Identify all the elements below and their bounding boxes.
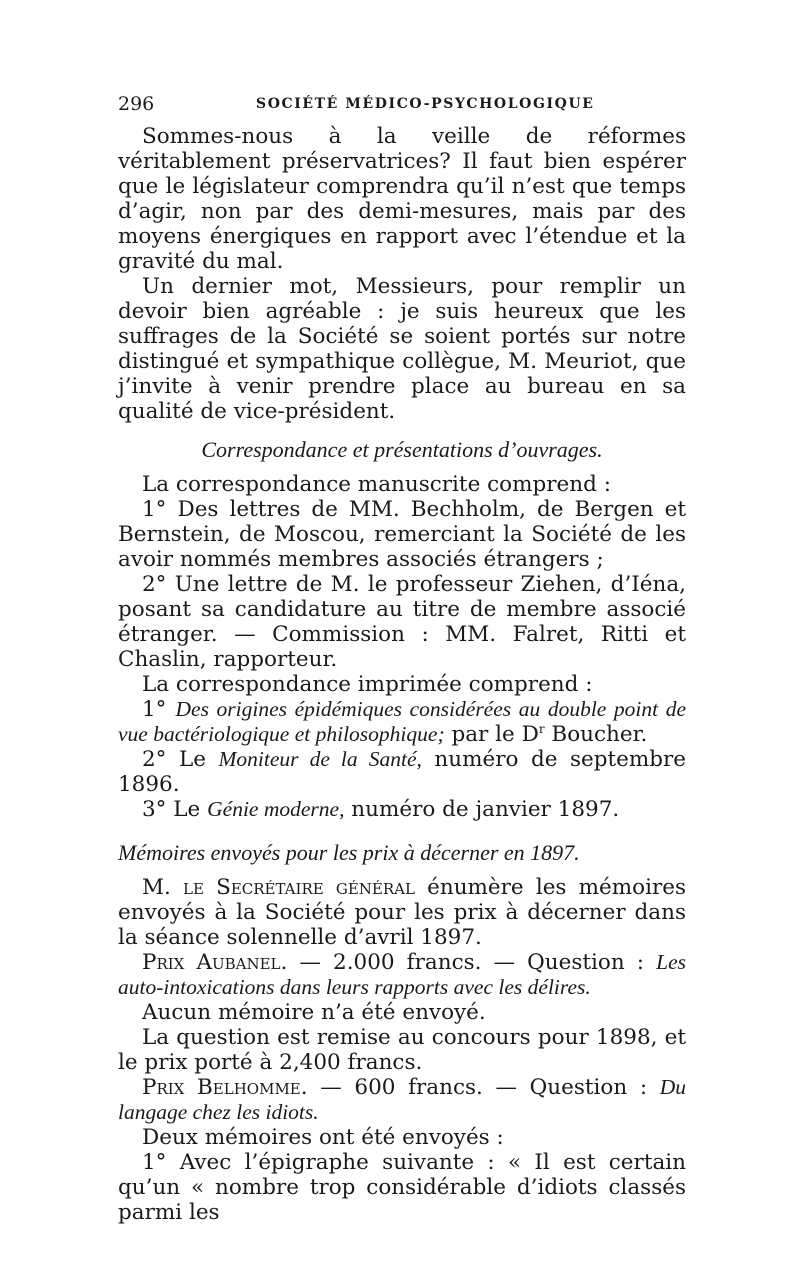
running-title: SOCIÉTÉ MÉDICO-PSYCHOLOGIQUE [256, 96, 595, 112]
running-header [118, 92, 686, 116]
prize-question: Les auto-intoxications dans leurs rapports avec les délires. [118, 950, 687, 999]
prix-belhomme-item-1 [118, 1150, 686, 1225]
item-number: 2° [142, 572, 167, 597]
item-text: Avec l’épigraphe suivante : « Il est certain qu’un « nombre trop considérable d’idiots classés parmi les [118, 1150, 686, 1225]
prix-aubanel-result: Aucun mémoire n’a été envoyé. [142, 1000, 486, 1025]
item-number: 1° [142, 697, 167, 722]
section-heading-correspondance: Correspondance et présentations d’ouvrages. [201, 437, 603, 462]
prix-belhomme [118, 1075, 686, 1125]
prize-label: Prix Belhomme. [142, 1075, 308, 1100]
intro-paragraph-2: Un dernier mot, Messieurs, pour remplir un devoir bien agréable : je suis heureux que les suffrages de la Société se soient portés sur notre distingué et sympathique collègue, M. Meuriot, que j’invite à venir prendre place au bureau en sa qualité de vice-président. [118, 274, 686, 424]
item-text: numéro de septembre 1896. [118, 747, 686, 797]
correspondance-imprimee: La correspondance imprimée comprend : [142, 672, 593, 697]
item-number: 1° [142, 497, 167, 522]
body-text [118, 124, 686, 1225]
memoires-intro [118, 875, 686, 950]
correspondance-item-1 [118, 497, 686, 572]
paragraph-text: énumère les mémoires envoyés à la Société pour les prix à décerner dans la séance solennelle d’avril 1897. [118, 875, 686, 950]
intro-paragraph-1: Sommes-nous à la veille de réformes véritablement préservatrices? Il faut bien espérer que le législateur comprendra qu’il n’est que temps d’agir, non par des demi-mesures, mais par des moyens énergiques en rapport avec l’étendue et la gravité du mal. [118, 124, 686, 274]
item-text: Des lettres de MM. Bechholm, de Bergen et Bernstein, de Moscou, remerciant la Société de les avoir nommés membres associés étrangers ; [118, 497, 686, 572]
item-text: Le [178, 747, 219, 772]
correspondance-manuscrite: La correspondance manuscrite comprend : [142, 472, 611, 497]
item-text: par le D [444, 722, 539, 747]
item-number: 1° [142, 1150, 167, 1175]
prize-question: Du langage chez les idiots. [118, 1075, 687, 1124]
correspondance-item-4 [118, 747, 686, 797]
item-text: numéro de janvier 1897. [344, 797, 620, 822]
prix-aubanel [118, 950, 686, 1000]
correspondance-item-5 [118, 797, 686, 822]
paragraph-text: — 2.000 francs. — Question : [287, 950, 657, 975]
item-number: 3° [142, 797, 167, 822]
section-heading-memoires: Mémoires envoyés pour les prix à décerner en 1897. [118, 840, 580, 865]
prix-aubanel-remise: La question est remise au concours pour 1898, et le prix porté à 2,400 francs. [118, 1025, 686, 1075]
superscript: r [538, 721, 545, 736]
correspondance-item-2 [118, 572, 686, 672]
item-text: Le [173, 797, 208, 822]
prix-belhomme-count: Deux mémoires ont été envoyés : [142, 1125, 504, 1150]
correspondance-item-3 [118, 697, 686, 747]
prize-label: Prix Aubanel. [142, 950, 288, 975]
speaker-label: M. le Secrétaire général [142, 875, 415, 900]
item-number: 2° [142, 747, 167, 772]
work-title: Moniteur de la Santé, [218, 747, 422, 771]
work-title: Génie moderne, [207, 797, 345, 821]
item-text: Une lettre de M. le professeur Ziehen, d’Iéna, posant sa candidature au titre de membre associé étranger. — Commission : MM. Falret, Ritti et Chaslin, rapporteur. [118, 572, 686, 672]
page-number: 296 [118, 93, 155, 115]
work-title: Des origines épidémiques considérées au double point de vue bactériologique et philosophique; [118, 697, 686, 746]
author-name: Boucher. [544, 722, 648, 747]
paragraph-text: — 600 francs. — Question : [307, 1075, 660, 1100]
